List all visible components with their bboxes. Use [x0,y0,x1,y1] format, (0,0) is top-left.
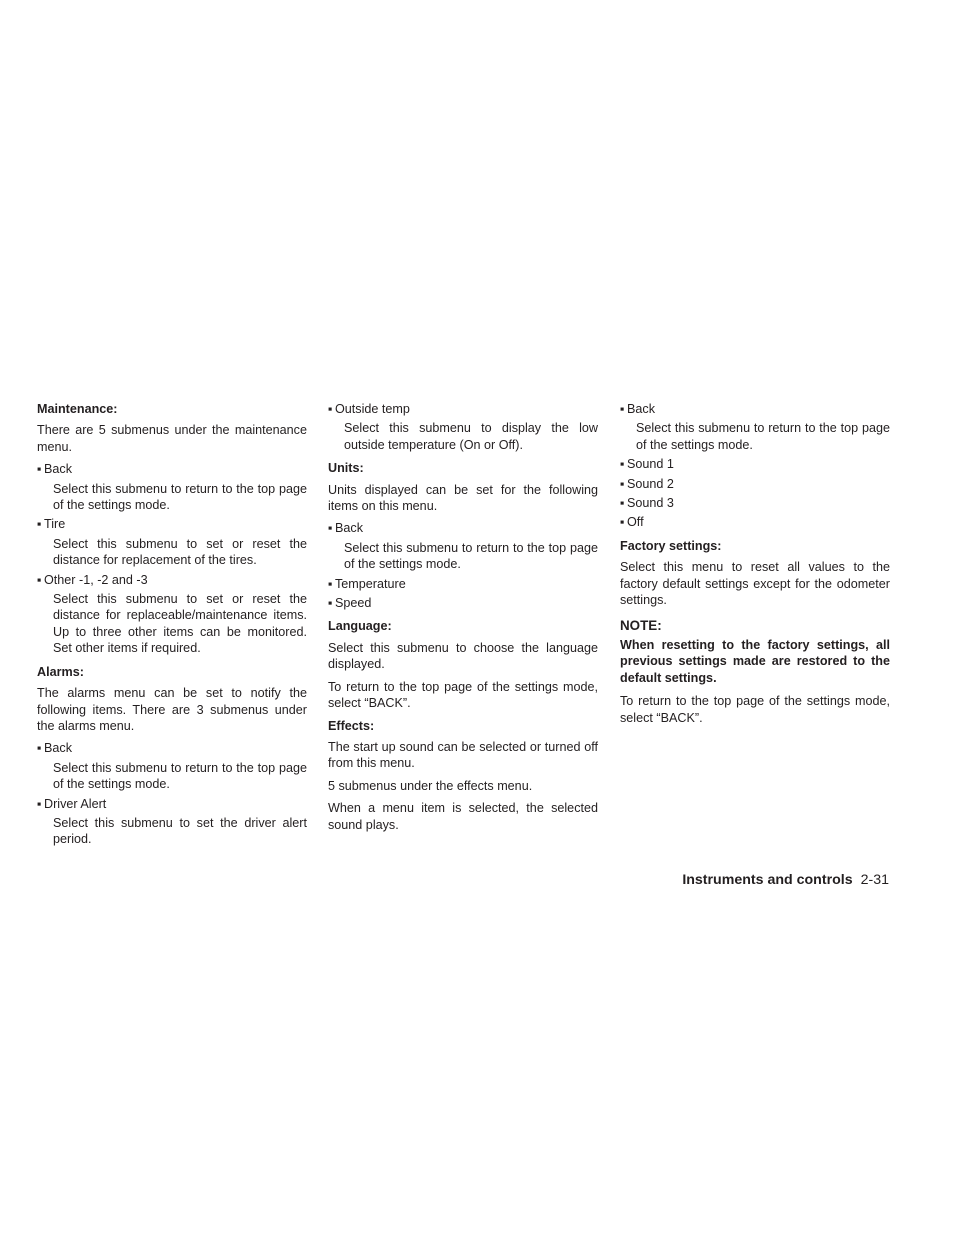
bullet-label: Temperature [335,576,406,591]
bullet-icon: ▪ [37,517,42,532]
effects-heading: Effects: [328,718,375,733]
bullet-label: Sound 3 [627,496,674,511]
bullet-label: Other -1, -2 and -3 [44,572,148,587]
bullet-icon: ▪ [328,576,333,591]
return-paragraph: To return to the top page of the settings mode, select “BACK”. [620,694,890,725]
bullet-label: Outside temp [335,402,410,416]
bullet-other [37,572,307,588]
back-description: Select this submenu to return to the top page of the settings mode. [53,481,307,513]
bullet-label: Back [335,521,363,536]
bullet-label: Sound 1 [627,457,674,472]
bullet-outside-temp [328,401,598,417]
bullet-icon: ▪ [620,457,625,472]
units-heading: Units: [328,461,364,476]
bullet-icon: ▪ [620,515,625,530]
bullet-icon: ▪ [328,402,333,416]
bullet-icon: ▪ [37,741,42,756]
bullet-label: Back [44,741,72,756]
bullet-alarms-back [37,740,307,756]
alarms-back-description: Select this submenu to return to the top page of the settings mode. [53,760,307,792]
bullet-effects-back [620,401,890,417]
language-heading: Language: [328,619,392,634]
footer-section-title: Instruments and controls [682,872,853,888]
bullet-icon: ▪ [37,462,42,477]
factory-settings-paragraph: Select this menu to reset all values to the factory default settings except for the odometer settings. [620,560,890,608]
maintenance-intro: There are 5 submenus under the maintenance menu. [37,423,307,454]
units-intro: Units displayed can be set for the following items on this menu. [328,482,598,514]
bullet-icon: ▪ [328,596,333,611]
page-footer [682,871,889,889]
alarms-intro: The alarms menu can be set to notify the following items. There are 3 submenus under the alarms menu. [37,686,307,733]
effects-paragraph-3: When a menu item is selected, the selected sound plays. [328,801,598,832]
bullet-back [37,461,307,477]
note-text: When resetting to the factory settings, all previous settings made are restored to the default settings. [620,637,890,685]
bullet-icon: ▪ [620,402,625,416]
tire-description: Select this submenu to set or reset the distance for replacement of the tires. [53,536,307,568]
outside-temp-description: Select this submenu to display the low outside temperature (On or Off). [344,421,598,452]
note-heading: NOTE: [620,618,662,634]
units-back-description: Select this submenu to return to the top page of the settings mode. [344,540,598,572]
bullet-sound-3 [620,495,890,511]
factory-settings-heading: Factory settings: [620,538,722,553]
bullet-label: Back [44,462,72,477]
alarms-heading: Alarms: [37,664,84,679]
bullet-label: Speed [335,596,372,611]
bullet-icon: ▪ [328,521,333,536]
column-left [37,401,307,851]
driver-alert-description: Select this submenu to set the driver alert period. [53,815,307,847]
bullet-sound-2 [620,476,890,492]
bullet-label: Off [627,515,644,530]
other-description: Select this submenu to set or reset the distance for replaceable/maintenance items. Up to three other items can be monitored. Set other items if required. [53,592,307,656]
bullet-icon: ▪ [620,476,625,491]
bullet-units-back [328,520,598,536]
maintenance-heading: Maintenance: [37,402,118,416]
effects-paragraph-2: 5 submenus under the effects menu. [328,778,533,793]
bullet-label: Tire [44,517,66,532]
bullet-sound-1 [620,456,890,472]
column-right [620,401,890,732]
effects-back-description: Select this submenu to return to the top page of the settings mode. [636,421,890,452]
bullet-label: Back [627,402,655,416]
effects-paragraph-1: The start up sound can be selected or turned off from this menu. [328,739,598,771]
bullet-off [620,514,890,530]
bullet-label: Driver Alert [44,796,107,811]
bullet-icon: ▪ [37,796,42,811]
column-middle [328,401,598,839]
bullet-icon: ▪ [620,496,625,511]
bullet-label: Sound 2 [627,476,674,491]
page-number: 2-31 [860,872,889,888]
bullet-icon: ▪ [37,572,42,587]
bullet-tire [37,516,307,532]
language-paragraph-1: Select this submenu to choose the language displayed. [328,640,598,672]
language-paragraph-2: To return to the top page of the settings mode, select “BACK”. [328,679,598,711]
bullet-speed [328,595,598,611]
bullet-driver-alert [37,796,307,812]
bullet-temperature [328,576,598,592]
